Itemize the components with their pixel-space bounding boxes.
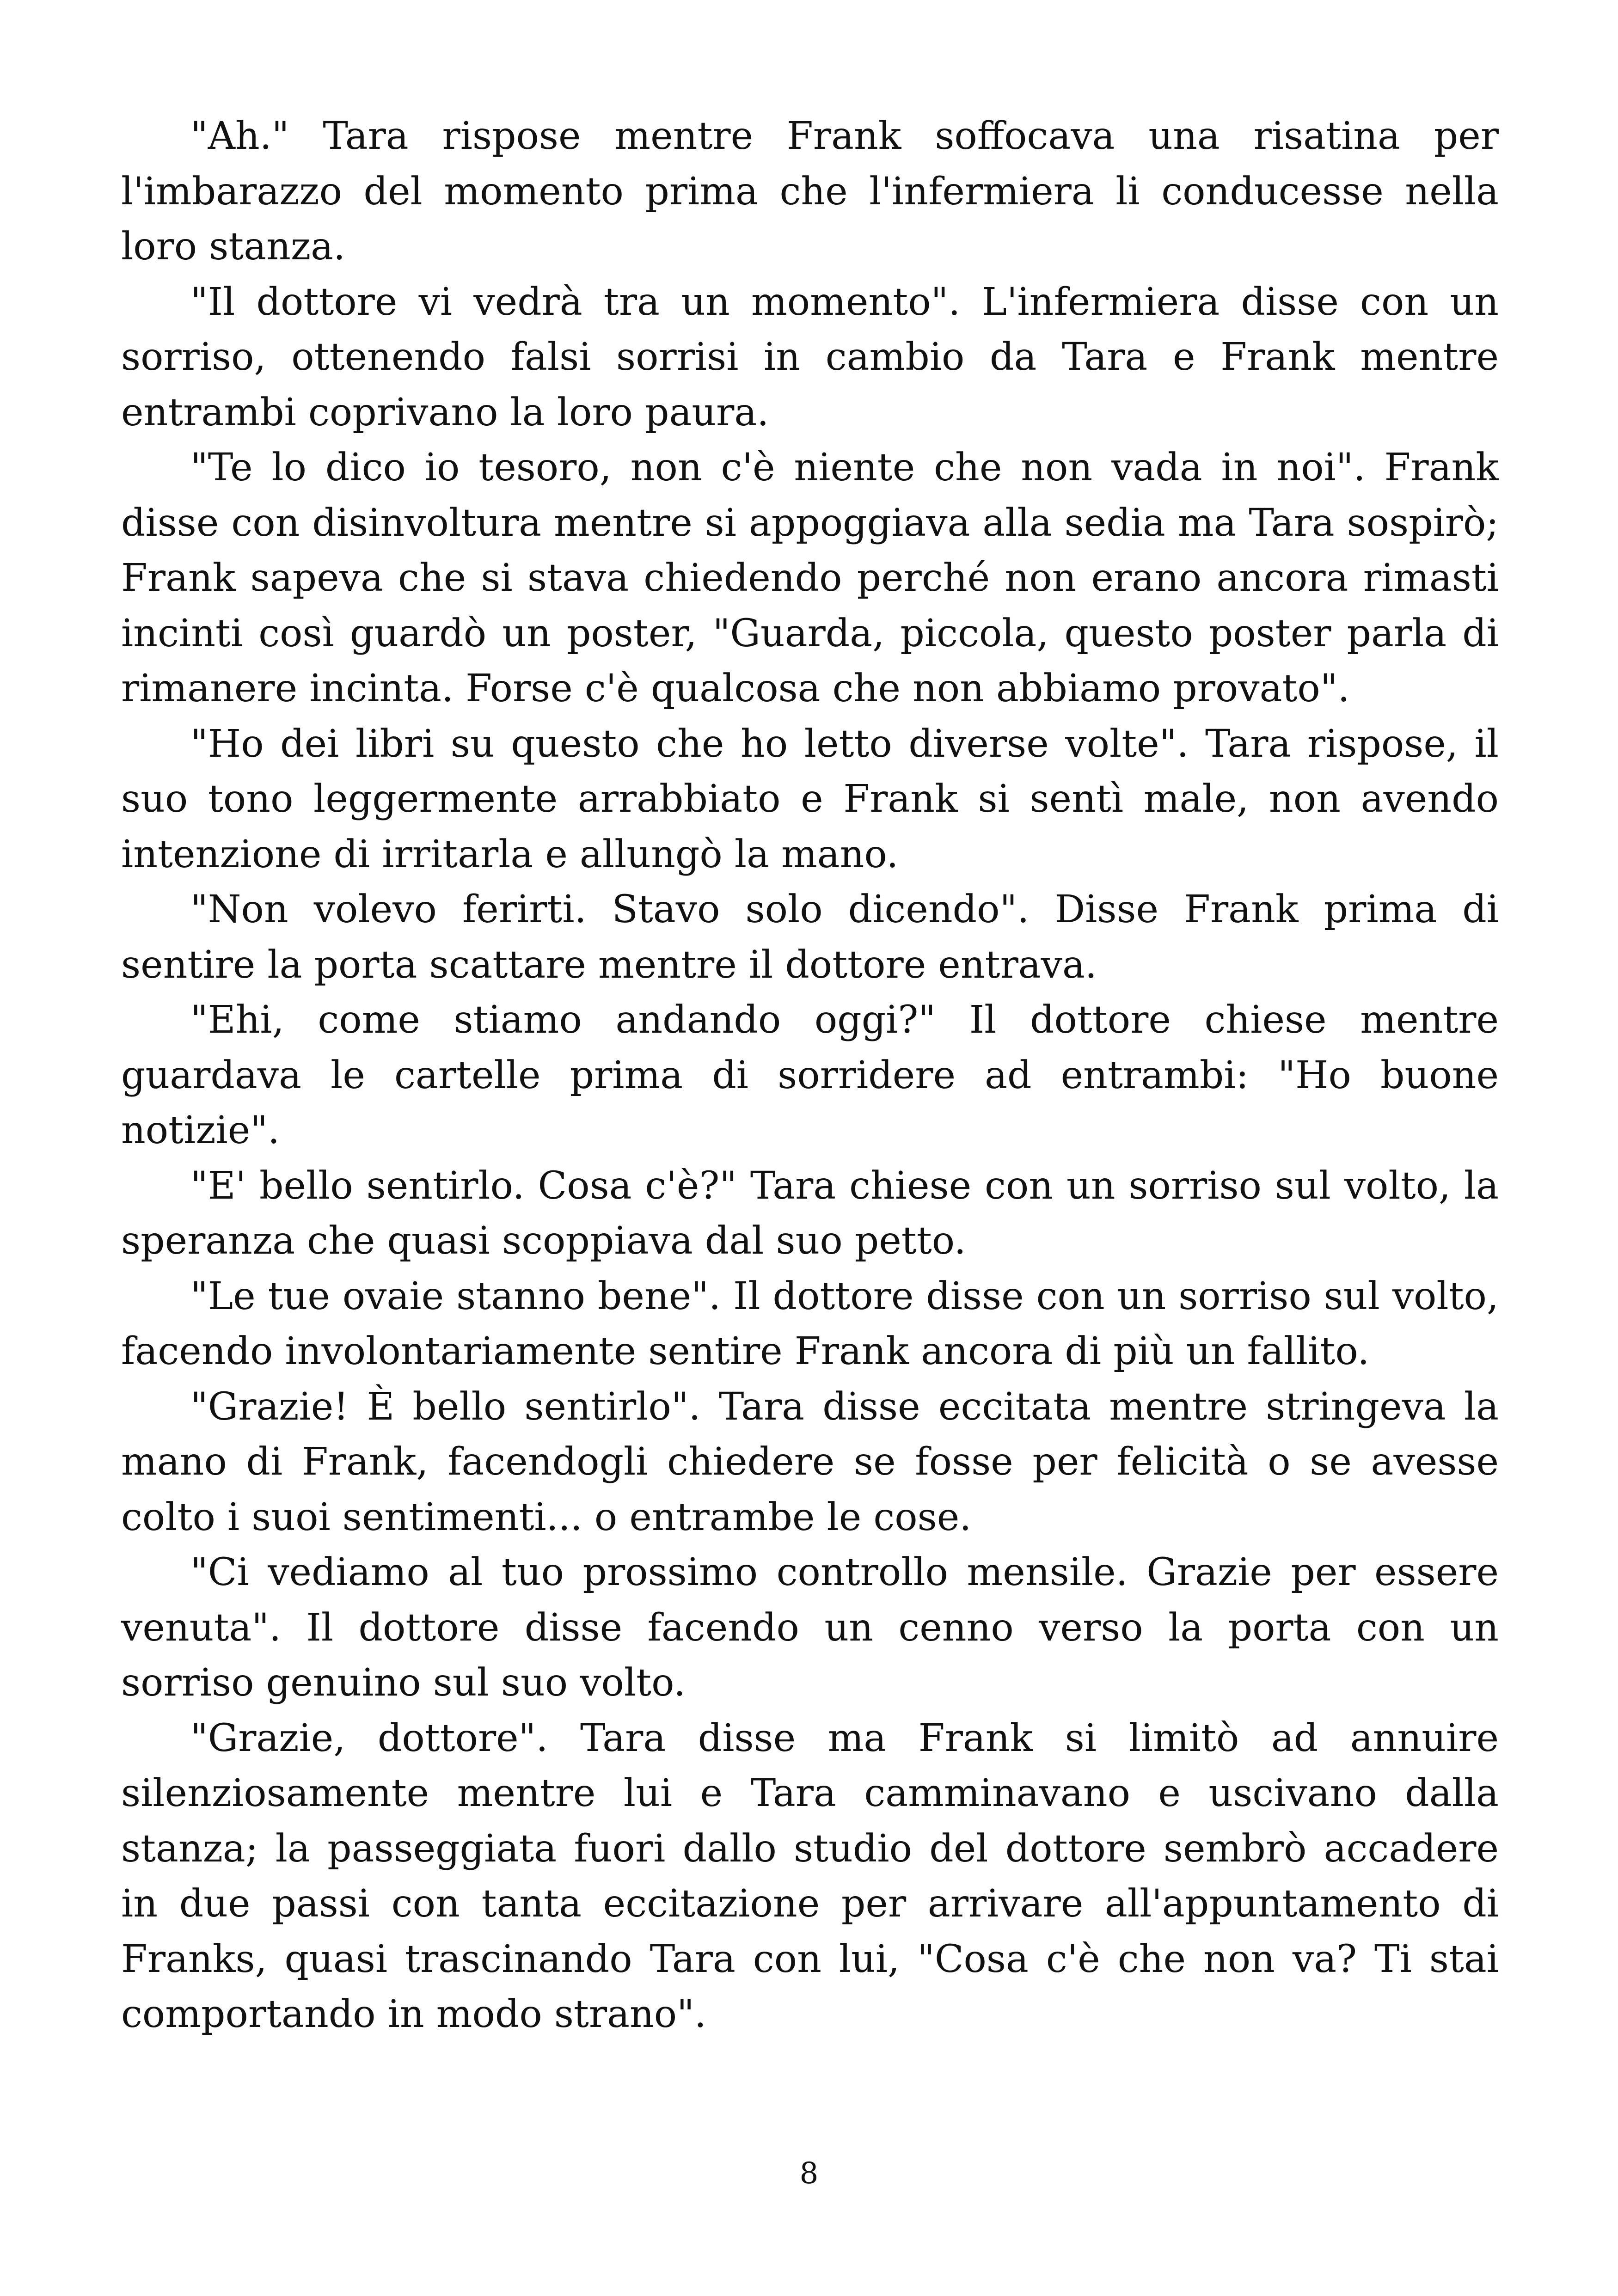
page-number: 8 bbox=[799, 2156, 819, 2191]
body-text bbox=[121, 109, 1499, 2042]
paragraph: "Grazie! È bello sentirlo". Tara disse eccitata mentre stringeva la mano di Frank, facendogli chiedere se fosse per felicità o se avesse colto i suoi sentimenti... o entrambe le cose. bbox=[121, 1384, 1499, 1539]
paragraph: "Non volevo ferirti. Stavo solo dicendo". Disse Frank prima di sentire la porta scattare mentre il dottore entrava. bbox=[121, 888, 1499, 987]
paragraph: "Le tue ovaie stanno bene". Il dottore disse con un sorriso sul volto, facendo involontariamente sentire Frank ancora di più un fallito. bbox=[121, 1274, 1499, 1373]
paragraph: "Ah." Tara rispose mentre Frank soffocava una risatina per l'imbarazzo del momento prima che l'infermiera li conducesse nella loro stanza. bbox=[121, 114, 1499, 269]
paragraph: "Grazie, dottore". Tara disse ma Frank si limitò ad annuire silenziosamente mentre lui e Tara camminavano e uscivano dalla stanza; la passeggiata fuori dallo studio del dottore sembrò accadere in due passi con tanta eccitazione per arrivare all'appuntamento di Franks, quasi trascinando Tara con lui, "Cosa c'è che non va? Ti stai comportando in modo strano". bbox=[121, 1716, 1499, 2036]
paragraph: "Ci vediamo al tuo prossimo controllo mensile. Grazie per essere venuta". Il dottore disse facendo un cenno verso la porta con un sorriso genuino sul suo volto. bbox=[121, 1550, 1499, 1705]
paragraph: "E' bello sentirlo. Cosa c'è?" Tara chiese con un sorriso sul volto, la speranza che quasi scoppiava dal suo petto. bbox=[121, 1163, 1499, 1263]
paragraph: "Ehi, come stiamo andando oggi?" Il dottore chiese mentre guardava le cartelle prima di sorridere ad entrambi: "Ho buone notizie". bbox=[121, 998, 1499, 1152]
paragraph: "Ho dei libri su questo che ho letto diverse volte". Tara rispose, il suo tono leggermente arrabbiato e Frank si sentì male, non avendo intenzione di irritarla e allungò la mano. bbox=[121, 722, 1499, 876]
paragraph: "Il dottore vi vedrà tra un momento". L'infermiera disse con un sorriso, ottenendo falsi sorrisi in cambio da Tara e Frank mentre entrambi coprivano la loro paura. bbox=[121, 280, 1499, 435]
paragraph: "Te lo dico io tesoro, non c'è niente che non vada in noi". Frank disse con disinvoltura mentre si appoggiava alla sedia ma Tara sospirò; Frank sapeva che si stava chiedendo perché non erano ancora rimasti incinti così guardò un poster, "Guarda, piccola, questo poster parla di rimanere incinta. Forse c'è qualcosa che non abbiamo provato". bbox=[121, 446, 1499, 710]
